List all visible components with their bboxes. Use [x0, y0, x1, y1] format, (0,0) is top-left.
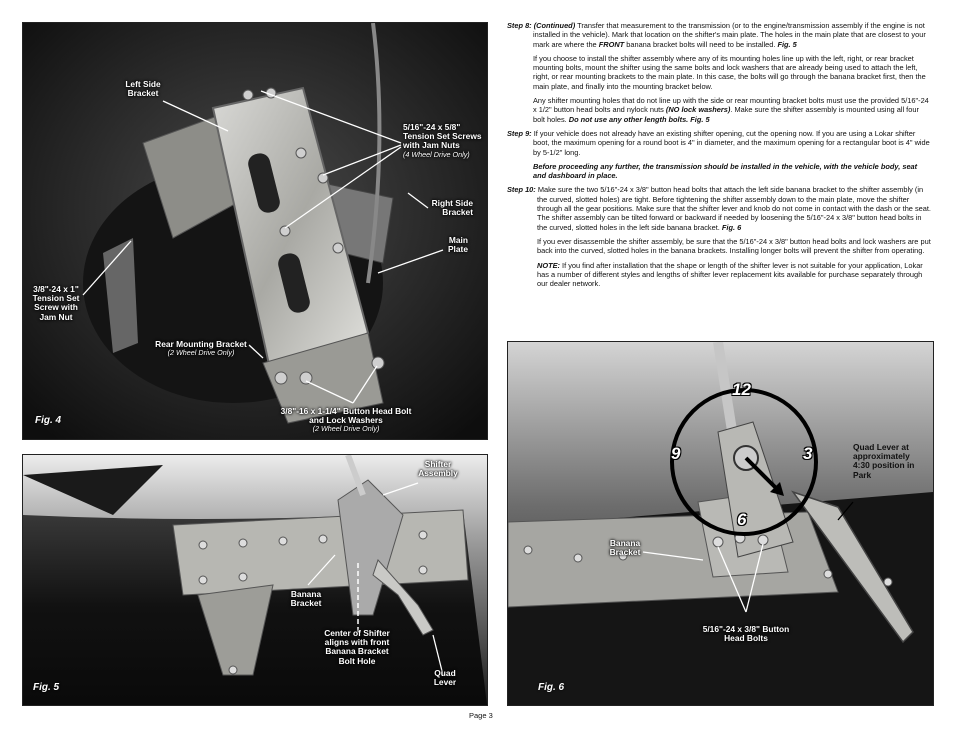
fig4-illustration — [23, 23, 487, 439]
p3-text-a: Any shifter mounting holes that do not line up with the side or rear mounting bracket bolts must use the provided 5/16"-24 x 1/2" button head bolts and nylock nuts — [533, 96, 929, 115]
clock-6: 6 — [737, 510, 747, 529]
rear-bracket-note: (2 Wheel Drive Only) — [167, 348, 235, 358]
paragraph-4: Before proceeding any further, the transmission should be installed in the vehicle, with the vehicle body, seat and dashboard in place. — [533, 161, 918, 181]
step9-text: If your vehicle does not already have an existing shifter opening, cut the opening now. If you are using a Lokar shifter boot, the maximum opening for a round boot is 4" in diameter, and the maximum opening for a rectangular boot is 4" wide by 5-1/2" long. — [531, 128, 930, 157]
note-heading: NOTE: — [537, 260, 560, 270]
fig6-illustration — [508, 342, 933, 705]
label-center-shifter: Center of Shifter aligns with front Banana Bracket Bolt Hole — [324, 628, 390, 666]
step8-fig-ref: Fig. 5 — [777, 39, 797, 49]
fig5-caption: Fig. 5 — [33, 682, 60, 693]
step9-heading: Step 9: — [507, 128, 532, 138]
fig5-photo — [22, 454, 488, 706]
fig5-illustration — [23, 455, 487, 705]
step8-text-a: Transfer that measurement to the transmission (or to the engine/transmission assembly if the engine is not installed in the vehicle). Mark that location on the shifter's main plate. The holes in the main plate that are closest to your mark are where the — [533, 21, 926, 49]
button-head-note: (2 Wheel Drive Only) — [312, 424, 380, 434]
p3-warning: Do not use any other length bolts. Fig. 5 — [568, 114, 710, 124]
paragraph-5: If you ever disassemble the shifter assembly, be sure that the 5/16"-24 x 3/8" button head bolts and lock washers are put back into the curved, slotted holes in the banana brackets. Installing longer bolts will prevent the shifter from operating. — [537, 236, 931, 256]
step-10 — [507, 185, 932, 231]
step10-heading: Step 10: — [507, 185, 536, 195]
step10-fig-ref: Fig. 6 — [721, 222, 742, 232]
fig4-caption: Fig. 4 — [35, 415, 62, 426]
label-quad-lever-park: Quad Lever at approximately 4:30 position in Park — [853, 442, 915, 480]
clock-3: 3 — [803, 444, 813, 463]
note-text: If you find after installation that the shape or length of the shifter lever is not suitable for your application, Lokar has a number of different styles and lengths of shifter lever replacement kits available for purchase separately through our dealer network. — [537, 260, 923, 289]
step-9 — [507, 129, 932, 157]
page-number: Page 3 — [469, 711, 493, 720]
clock-12: 12 — [732, 380, 751, 399]
label-button-head — [278, 407, 414, 433]
fig4-photo — [22, 22, 488, 440]
step-8 — [507, 21, 932, 49]
label-bolts: 5/16"-24 x 3/8" Button Head Bolts — [702, 624, 790, 644]
step10-text: Make sure the two 5/16"-24 x 3/8" button head bolts that attach the left side banana bracket to the shifter assembly (in the curved, slotted holes) are tight. Before tightening the shifter assembly down to the main plate, move the shifter through all the gear positions. Make sure that the shifter lever and knob do not come in contact with the dash or the seat. The shifter assembly can be tilted forward or backward if needed by loosening the 5/16"-24 x 3/8" button head bolts in the curved, slotted holes in the left side banana bracket. — [535, 185, 931, 232]
step8-front: FRONT — [598, 39, 625, 49]
p3-text-c: . Make sure the shifter assembly is mounted using all four bolt holes. — [533, 105, 919, 124]
tension-screws-text: 5/16"-24 x 5/8" Tension Set Screws with Jam Nuts — [403, 122, 482, 151]
step8-text-b: banana bracket bolts will need to be installed. — [624, 39, 778, 49]
paragraph-3 — [533, 96, 932, 124]
fig6-caption: Fig. 6 — [538, 682, 565, 693]
step8-heading: Step 8: — [507, 21, 532, 30]
label-left-side-bracket: Left Side Bracket — [125, 79, 161, 99]
label-right-side-bracket: Right Side Bracket — [431, 198, 473, 218]
label-tension-screws — [403, 123, 483, 159]
button-head-text: 3/8"-16 x 1-1/4" Button Head Bolt and Lock Washers — [280, 406, 412, 426]
p3-no-lock-washers: (NO lock washers) — [665, 105, 731, 115]
label-rear-bracket — [151, 340, 251, 357]
label-quad-lever-5: Quad Lever — [433, 668, 457, 688]
label-banana-bracket-6: Banana Bracket — [609, 538, 641, 558]
tension-screws-note: (4 Wheel Drive Only) — [403, 149, 470, 159]
label-shifter-assembly: Shifter Assembly — [418, 459, 458, 479]
label-main-plate: Main Plate — [447, 235, 468, 255]
note-paragraph — [537, 261, 932, 289]
instructions-text — [507, 21, 932, 293]
label-tension-screw-left: 3/8"-24 x 1" Tension Set Screw with Jam Nut — [32, 284, 80, 322]
step8-continued: (Continued) — [533, 21, 576, 30]
paragraph-2: If you choose to install the shifter assembly where any of its mounting holes line up with the left, right, or rear bracket mounting bolts, mount the shifter using the same bolts and lock washers that are already being used to attach the left, right, or rear mounting brackets to the main plate. In this case, the bolts will go through the banana bracket first, then the main plate, and finally into the mounting bracket below. — [533, 53, 926, 91]
fig6-photo — [507, 341, 934, 706]
clock-9: 9 — [671, 444, 681, 463]
label-banana-bracket-5: Banana Bracket — [290, 589, 322, 609]
rear-bracket-text: Rear Mounting Bracket — [155, 339, 247, 349]
